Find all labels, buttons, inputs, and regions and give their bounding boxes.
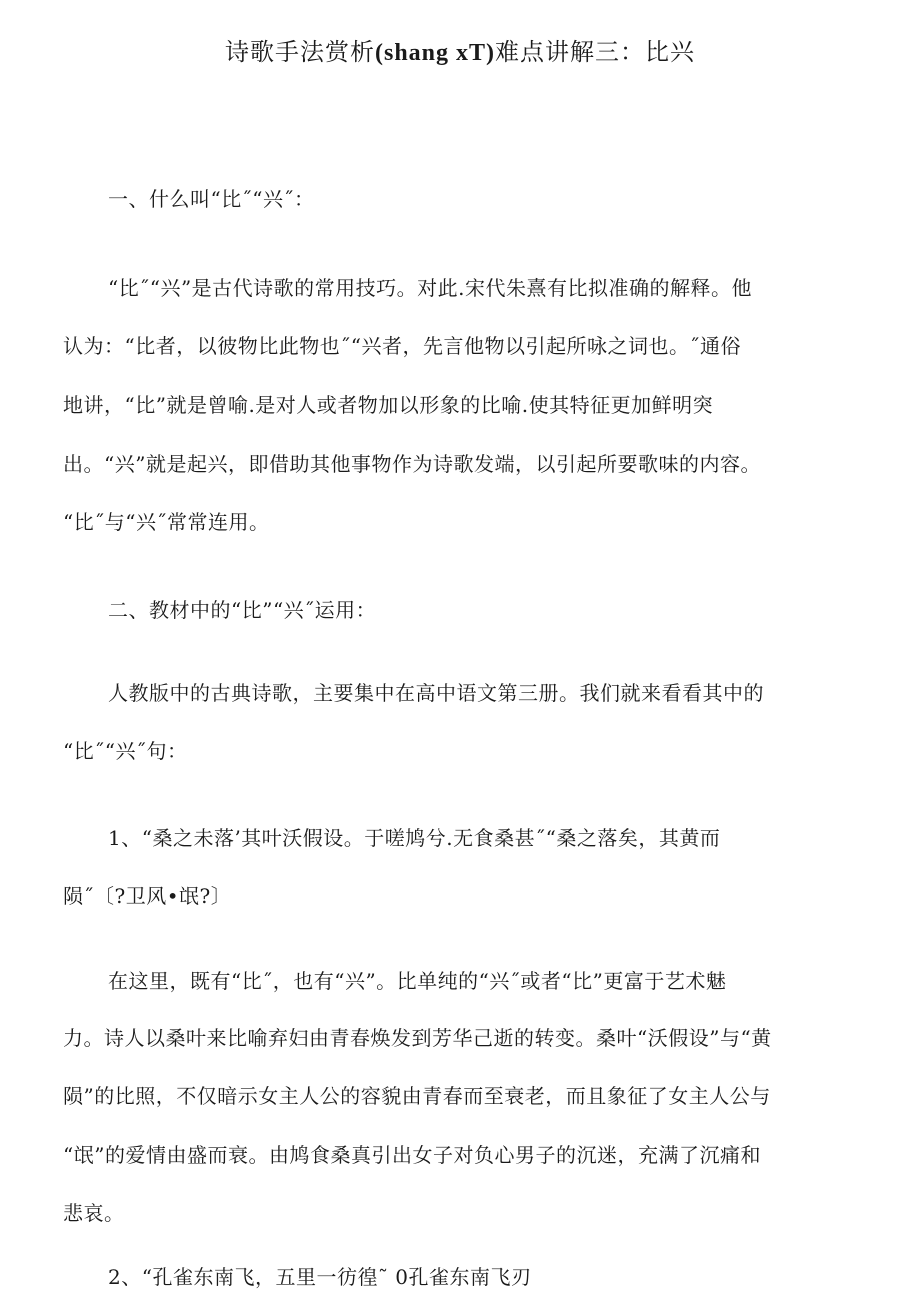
title-prefix: 诗歌手法赏析	[224, 38, 375, 66]
paragraph-line: “比˝与“兴˝常常连用。	[63, 510, 270, 534]
paragraph-line: 地讲，“比”就是曾喻.是对人或者物加以形象的比喻.使其特征更加鲜明突	[63, 393, 714, 417]
paragraph-line: 认为：“比者，以彼物比此物也˝“兴者，先言他物以引起所咏之词也。˝通俗	[63, 334, 741, 358]
title-pinyin: (shang xT)	[374, 40, 496, 66]
section-heading-2: 二、教材中的“比”“兴˝运用：	[108, 598, 377, 622]
paragraph-line: 悲哀。	[63, 1201, 125, 1225]
section-heading-1: 一、什么叫“比˝“兴˝：	[108, 187, 315, 211]
paragraph-line: 出。“兴”就是起兴，即借助其他事物作为诗歌发端，以引起所要歌味的内容。	[63, 452, 761, 476]
example-line: 2、“孔雀东南飞，五里一彷徨˜ 0孔雀东南飞刃	[108, 1265, 532, 1289]
document-title	[0, 32, 920, 67]
example-line: 陨˝〔?卫风•氓?〕	[63, 884, 232, 908]
paragraph-line: 力。诗人以桑叶来比喻弃妇由青春焕发到芳华己逝的转变。桑叶“沃假设”与“黄	[63, 1026, 772, 1050]
paragraph-line: 在这里，既有“比˝，也有“兴”。比单纯的“兴˝或者“比”更富于艺术魅	[108, 969, 727, 993]
paragraph-line: “比˝“兴”是古代诗歌的常用技巧。对此.宋代朱熹有比拟准确的解释。他	[108, 276, 753, 300]
paragraph-line: “氓”的爱情由盛而衰。由鸠食桑真引出女子对负心男子的沉迷，充满了沉痛和	[63, 1143, 761, 1167]
paragraph-line: “比˝“兴˝句：	[63, 739, 188, 763]
paragraph-line: 陨”的比照，不仅暗示女主人公的容貌由青春而至衰老，而且象征了女主人公与	[63, 1084, 771, 1108]
title-suffix: 难点讲解三：比兴	[495, 38, 696, 66]
example-line: 1、“桑之未落’其叶沃假设。于嗟鸠兮.无食桑甚˝“桑之落矣，其黄而	[108, 826, 721, 850]
paragraph-line: 人教版中的古典诗歌，主要集中在高中语文第三册。我们就来看看其中的	[108, 681, 764, 705]
